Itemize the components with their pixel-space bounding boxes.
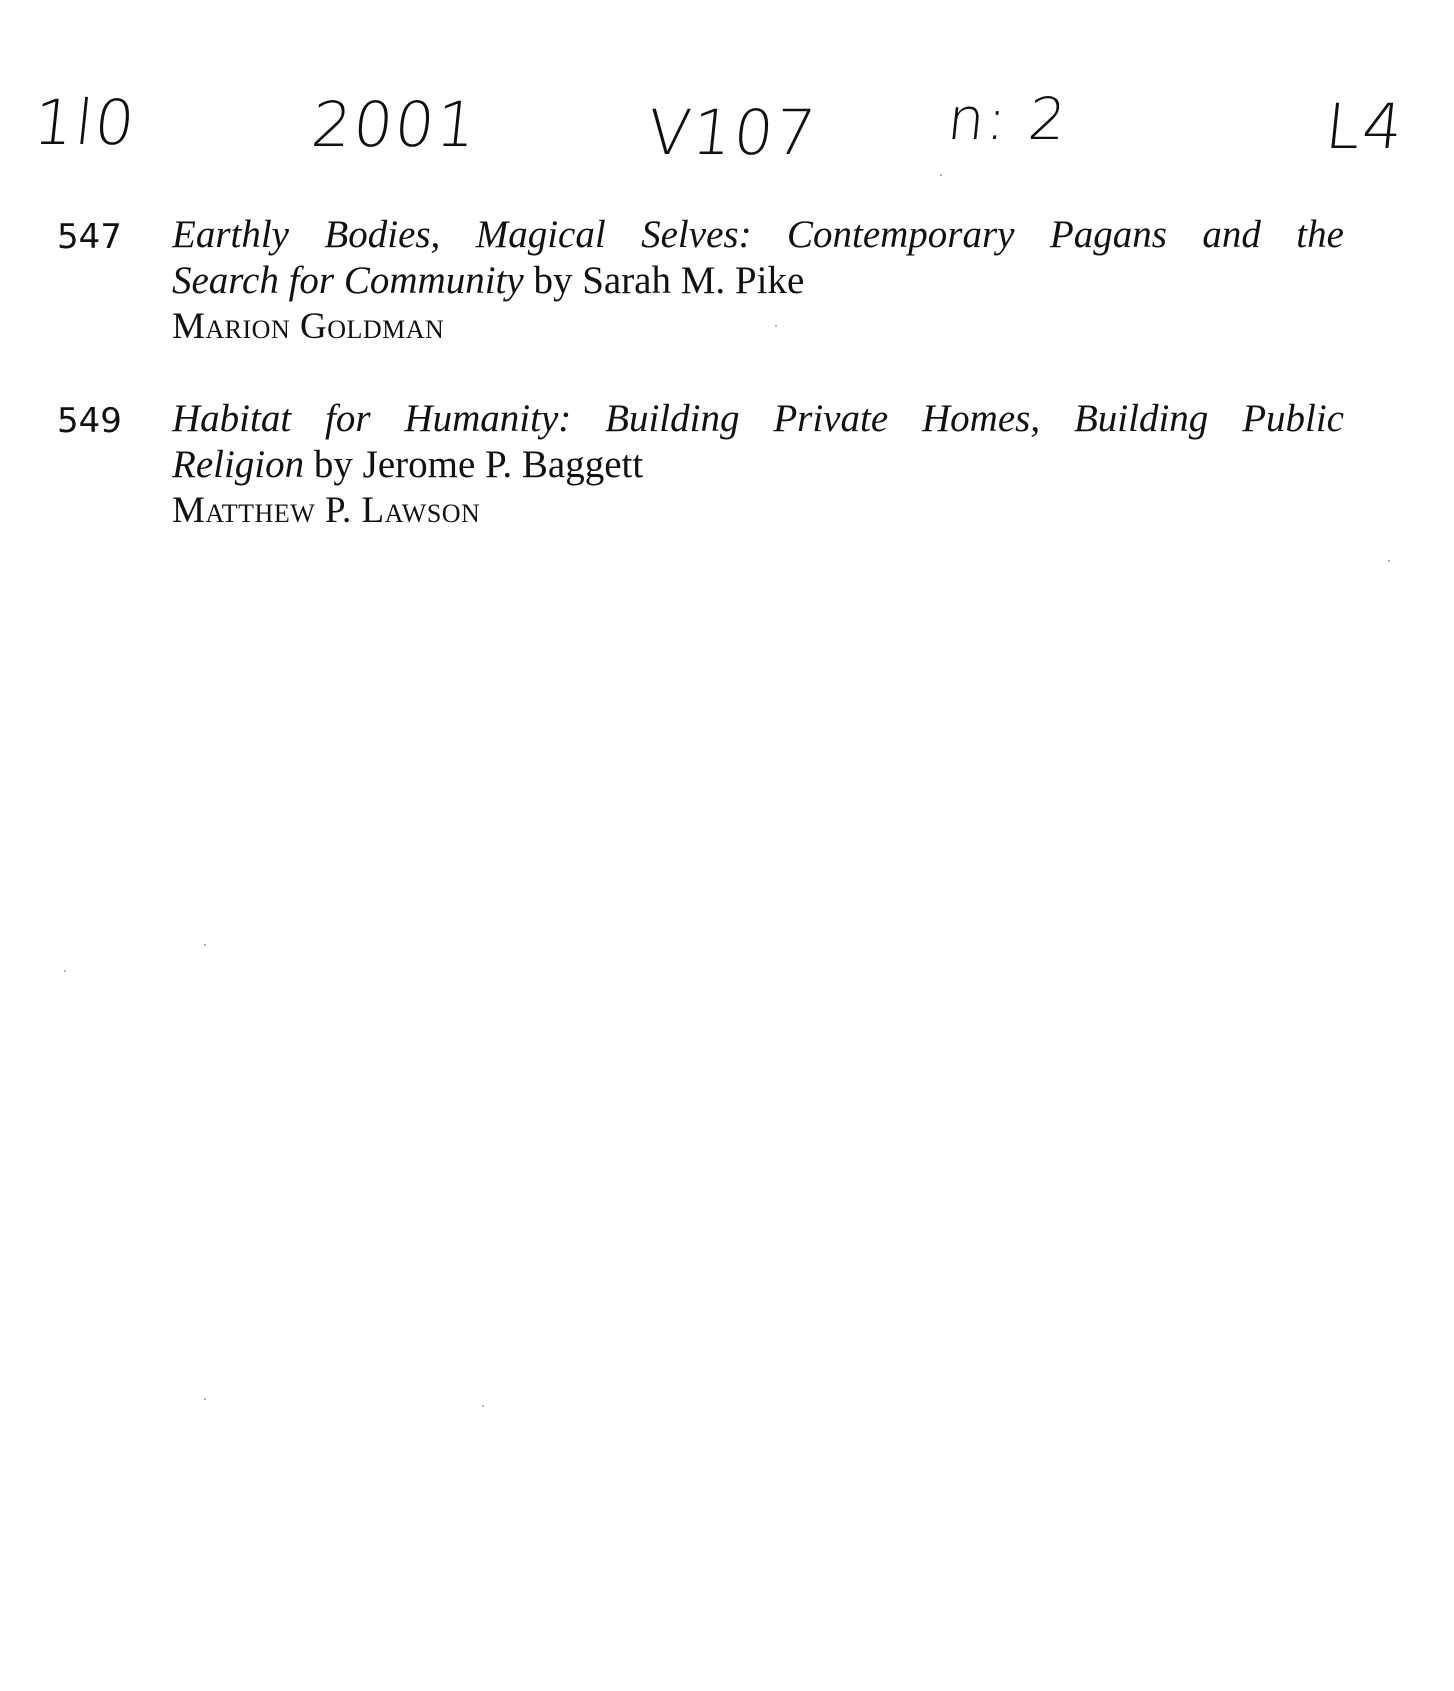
scan-speck [204,944,206,946]
book-title-line [172,212,1344,258]
scan-speck [940,174,942,176]
title-word: Public [1242,397,1344,440]
book-title-author-line [172,442,1344,488]
title-word: the [1296,213,1344,256]
scan-speck [204,1398,206,1400]
handwritten-note: 1ⅼ0 [30,86,141,159]
scan-speck [64,970,66,972]
title-word: Pagans [1049,213,1167,256]
book-author: by Jerome P. Baggett [304,443,644,486]
title-word: Humanity: [404,397,572,440]
reviewer-name: Marion Goldman [172,306,445,347]
title-word: Building [605,397,740,440]
book-title-continuation: Search for Community [172,259,524,302]
handwritten-annotation-row [0,80,1454,190]
title-word: Selves: [641,213,752,256]
title-word: Magical [475,213,606,256]
title-word: Contemporary [786,213,1015,256]
title-word: for [325,397,371,440]
page-number: 547 [57,217,122,257]
title-word: Earthly [172,213,289,256]
reviewer-name: Matthew P. Lawson [172,490,481,531]
book-author: by Sarah M. Pike [523,259,805,302]
title-word: Bodies, [324,213,441,256]
book-title-line [172,396,1344,442]
entry-body [172,396,1344,534]
scan-speck [482,1405,484,1407]
title-word: Private [773,397,889,440]
entry-body [172,212,1344,350]
title-word: Homes, [922,397,1041,440]
book-title-continuation: Religion [172,443,305,486]
title-word: and [1202,213,1261,256]
handwritten-note: V107 [644,96,821,169]
page-number: 549 [57,401,122,441]
title-word: Habitat [172,397,292,440]
handwritten-note: n: 2 [944,85,1072,153]
book-title-author-line [172,258,1344,304]
title-word: Building [1073,397,1209,440]
handwritten-note: 2001 [308,88,482,161]
scan-speck [1388,560,1390,562]
scan-speck [775,325,777,327]
handwritten-note: L4 [1322,90,1408,163]
